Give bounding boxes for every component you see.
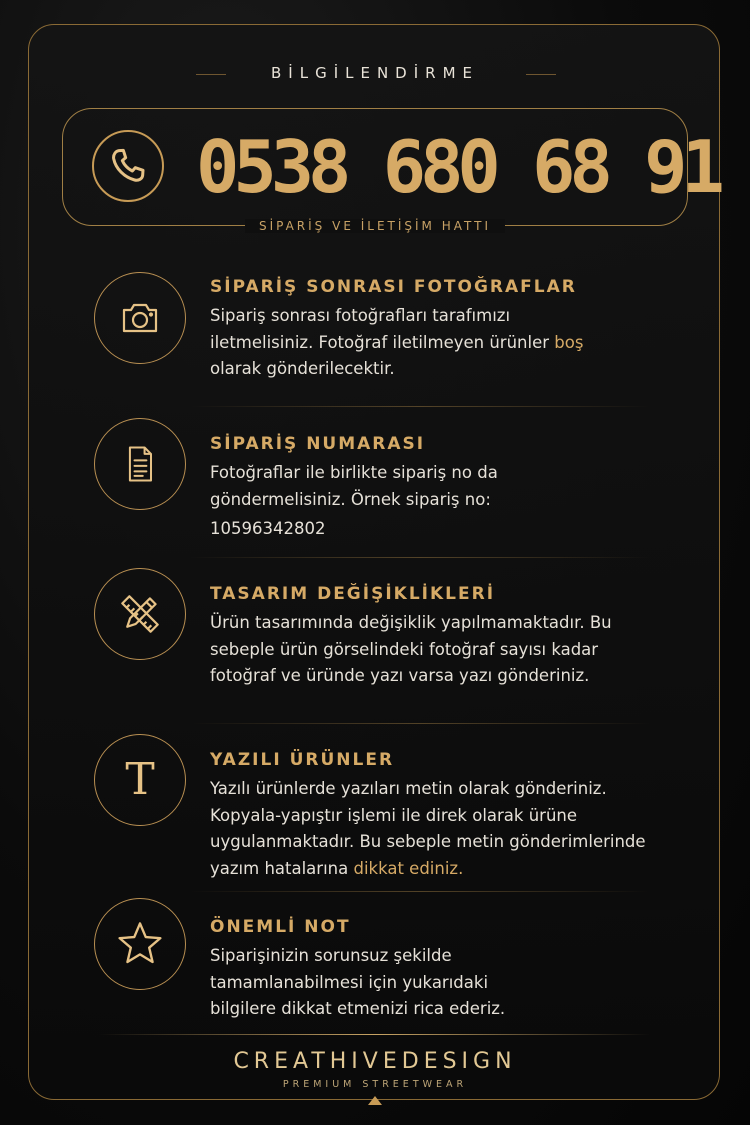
section-title-important-note: ÖNEMLİ NOT: [210, 917, 351, 937]
phone-subtitle: SİPARİŞ VE İLETİŞİM HATTI: [245, 219, 505, 233]
section-title-order-number: SİPARİŞ NUMARASI: [210, 434, 426, 454]
order-number-example: 10596342802: [210, 519, 326, 538]
phone-subtitle-wrap: [0, 219, 750, 233]
highlight-bos: boş: [554, 332, 584, 352]
section-body-text-products: Yazılı ürünlerde yazıları metin olarak gönderiniz. Kopyala-yapıştır işlemi ile direk olarak ürüne uygulanmaktadır. Bu sebeple metin gönderimlerinde yazım hatalarına dikkat ediniz.: [210, 779, 646, 878]
phone-icon: [92, 130, 164, 202]
section-body-photos: Sipariş sonrası fotoğrafları tarafımızı iletmelisiniz. Fotoğraf iletilmeyen ürünler boş olarak gönderilecektir.: [210, 306, 584, 378]
section-title-photos: SİPARİŞ SONRASI FOTOĞRAFLAR: [210, 277, 577, 297]
section-body-order-number: Fotoğraflar ile birlikte sipariş no da göndermelisiniz. Örnek sipariş no:: [210, 463, 498, 509]
section-title-design-changes: TASARIM DEĞİŞİKLİKLERİ: [210, 584, 496, 604]
divider: [190, 406, 650, 407]
highlight-dikkat: dikkat ediniz.: [353, 858, 464, 878]
pencil-ruler-icon: [94, 568, 186, 660]
document-icon: [94, 418, 186, 510]
section-title-text-products: YAZILI ÜRÜNLER: [210, 750, 395, 770]
divider: [190, 557, 650, 558]
divider: [190, 723, 650, 724]
page-title: BİLGİLENDİRME: [271, 64, 479, 82]
text-icon: T: [94, 734, 186, 826]
phone-number[interactable]: 0538 680 68 91: [196, 125, 719, 209]
brand-logo: CREATHIVEDESIGN: [233, 1049, 517, 1074]
footer-divider: [100, 1034, 650, 1035]
section-body-important-note: Siparişinizin sorunsuz şekilde tamamlanabilmesi için yukarıdaki bilgilere dikkat etmenizi rica ederiz.: [210, 946, 506, 1018]
triangle-icon: [368, 1096, 382, 1105]
divider: [190, 891, 650, 892]
section-body-design-changes: Ürün tasarımında değişiklik yapılmamaktadır. Bu sebeple ürün görselindeki fotoğraf sayısı kadar fotoğraf ve üründe yazı varsa yazı gönderiniz.: [210, 613, 612, 685]
star-icon: [94, 898, 186, 990]
camera-icon: [94, 272, 186, 364]
brand-tagline: PREMIUM STREETWEAR: [282, 1079, 468, 1090]
